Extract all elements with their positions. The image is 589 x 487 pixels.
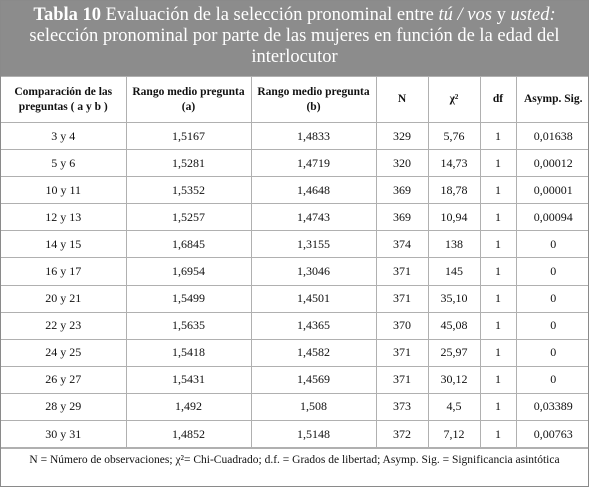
caption-emphasis-2: usted: [510, 5, 556, 25]
cell-chi-square: 45,08 [428, 312, 480, 339]
cell-n: 371 [376, 258, 428, 285]
header-mean-rank-b: Rango medio pregunta (b) [251, 77, 376, 123]
cell-df: 1 [480, 204, 516, 231]
cell-comparison: 26 y 27 [1, 366, 126, 393]
cell-comparison: 5 y 6 [1, 150, 126, 177]
table-row [1, 123, 589, 150]
cell-df: 1 [480, 339, 516, 366]
cell-comparison: 12 y 13 [1, 204, 126, 231]
cell-comparison: 10 y 11 [1, 177, 126, 204]
cell-comparison: 16 y 17 [1, 258, 126, 285]
cell-chi-square: 138 [428, 231, 480, 258]
cell-df: 1 [480, 177, 516, 204]
cell-mean-rank-b: 1,4582 [251, 339, 376, 366]
cell-n: 373 [376, 393, 428, 420]
cell-n: 371 [376, 339, 428, 366]
cell-df: 1 [480, 285, 516, 312]
cell-mean-rank-b: 1,4648 [251, 177, 376, 204]
cell-comparison: 20 y 21 [1, 285, 126, 312]
cell-mean-rank-a: 1,5635 [126, 312, 251, 339]
cell-comparison: 22 y 23 [1, 312, 126, 339]
cell-mean-rank-a: 1,5418 [126, 339, 251, 366]
caption-emphasis-1: tú / vos [438, 5, 492, 25]
cell-chi-square: 5,76 [428, 123, 480, 150]
results-table [1, 76, 589, 448]
table-row [1, 421, 589, 448]
cell-chi-square: 4,5 [428, 393, 480, 420]
cell-mean-rank-a: 1,6845 [126, 231, 251, 258]
table-row [1, 285, 589, 312]
cell-df: 1 [480, 421, 516, 448]
caption-text-2: y [491, 5, 511, 25]
table-row [1, 393, 589, 420]
cell-df: 1 [480, 258, 516, 285]
table-footnote: N = Número de observaciones; χ²= Chi-Cuadrado; d.f. = Grados de libertad; Asymp. Sig. = Significancia asintótica [1, 448, 588, 487]
cell-mean-rank-a: 1,5352 [126, 177, 251, 204]
cell-mean-rank-b: 1,4569 [251, 366, 376, 393]
header-asymp-sig: Asymp. Sig. [516, 77, 589, 123]
cell-mean-rank-b: 1,3046 [251, 258, 376, 285]
caption-lead: Tabla 10 [33, 5, 102, 25]
cell-mean-rank-b: 1,4833 [251, 123, 376, 150]
header-n: N [376, 77, 428, 123]
table-row [1, 231, 589, 258]
cell-chi-square: 18,78 [428, 177, 480, 204]
cell-comparison: 30 y 31 [1, 421, 126, 448]
cell-df: 1 [480, 231, 516, 258]
cell-mean-rank-b: 1,4743 [251, 204, 376, 231]
cell-asymp-sig: 0,00094 [516, 204, 589, 231]
header-chi-square: χ² [428, 77, 480, 123]
cell-comparison: 28 y 29 [1, 393, 126, 420]
cell-mean-rank-b: 1,3155 [251, 231, 376, 258]
cell-chi-square: 25,97 [428, 339, 480, 366]
cell-chi-square: 7,12 [428, 421, 480, 448]
cell-mean-rank-a: 1,4852 [126, 421, 251, 448]
cell-mean-rank-a: 1,6954 [126, 258, 251, 285]
header-df: df [480, 77, 516, 123]
cell-df: 1 [480, 366, 516, 393]
cell-chi-square: 14,73 [428, 150, 480, 177]
cell-mean-rank-a: 1,5167 [126, 123, 251, 150]
table-row [1, 366, 589, 393]
cell-asymp-sig: 0 [516, 366, 589, 393]
cell-asymp-sig: 0 [516, 312, 589, 339]
table-row [1, 150, 589, 177]
cell-n: 329 [376, 123, 428, 150]
table-row [1, 204, 589, 231]
cell-chi-square: 145 [428, 258, 480, 285]
table-body [1, 123, 589, 448]
cell-chi-square: 10,94 [428, 204, 480, 231]
table-row [1, 312, 589, 339]
cell-df: 1 [480, 312, 516, 339]
caption-text-1: Evaluación de la selección pronominal entre [101, 5, 439, 25]
cell-n: 320 [376, 150, 428, 177]
cell-df: 1 [480, 123, 516, 150]
cell-chi-square: 35,10 [428, 285, 480, 312]
cell-df: 1 [480, 393, 516, 420]
caption-text-3: selección pronominal por parte de las mujeres en función de la edad del interlocutor [29, 26, 560, 67]
cell-asymp-sig: 0,00012 [516, 150, 589, 177]
cell-asymp-sig: 0,00001 [516, 177, 589, 204]
cell-chi-square: 30,12 [428, 366, 480, 393]
cell-n: 370 [376, 312, 428, 339]
cell-asymp-sig: 0 [516, 285, 589, 312]
header-row [1, 77, 589, 123]
cell-asymp-sig: 0,00763 [516, 421, 589, 448]
cell-df: 1 [480, 150, 516, 177]
cell-comparison: 14 y 15 [1, 231, 126, 258]
cell-mean-rank-a: 1,492 [126, 393, 251, 420]
cell-n: 369 [376, 204, 428, 231]
cell-n: 374 [376, 231, 428, 258]
cell-n: 372 [376, 421, 428, 448]
table-caption [1, 1, 588, 76]
cell-mean-rank-b: 1,5148 [251, 421, 376, 448]
table-header [1, 77, 589, 123]
cell-asymp-sig: 0,01638 [516, 123, 589, 150]
cell-mean-rank-a: 1,5281 [126, 150, 251, 177]
cell-mean-rank-b: 1,4719 [251, 150, 376, 177]
cell-asymp-sig: 0 [516, 258, 589, 285]
cell-n: 371 [376, 285, 428, 312]
cell-comparison: 24 y 25 [1, 339, 126, 366]
cell-mean-rank-a: 1,5257 [126, 204, 251, 231]
cell-asymp-sig: 0,03389 [516, 393, 589, 420]
table-row [1, 177, 589, 204]
cell-asymp-sig: 0 [516, 339, 589, 366]
cell-mean-rank-a: 1,5431 [126, 366, 251, 393]
table-row [1, 258, 589, 285]
cell-mean-rank-a: 1,5499 [126, 285, 251, 312]
header-comparison: Comparación de las preguntas ( a y b ) [1, 77, 126, 123]
table-row [1, 339, 589, 366]
cell-n: 371 [376, 366, 428, 393]
header-mean-rank-a: Rango medio pregunta (a) [126, 77, 251, 123]
cell-asymp-sig: 0 [516, 231, 589, 258]
cell-mean-rank-b: 1,4365 [251, 312, 376, 339]
cell-mean-rank-b: 1,4501 [251, 285, 376, 312]
cell-n: 369 [376, 177, 428, 204]
cell-comparison: 3 y 4 [1, 123, 126, 150]
cell-mean-rank-b: 1,508 [251, 393, 376, 420]
